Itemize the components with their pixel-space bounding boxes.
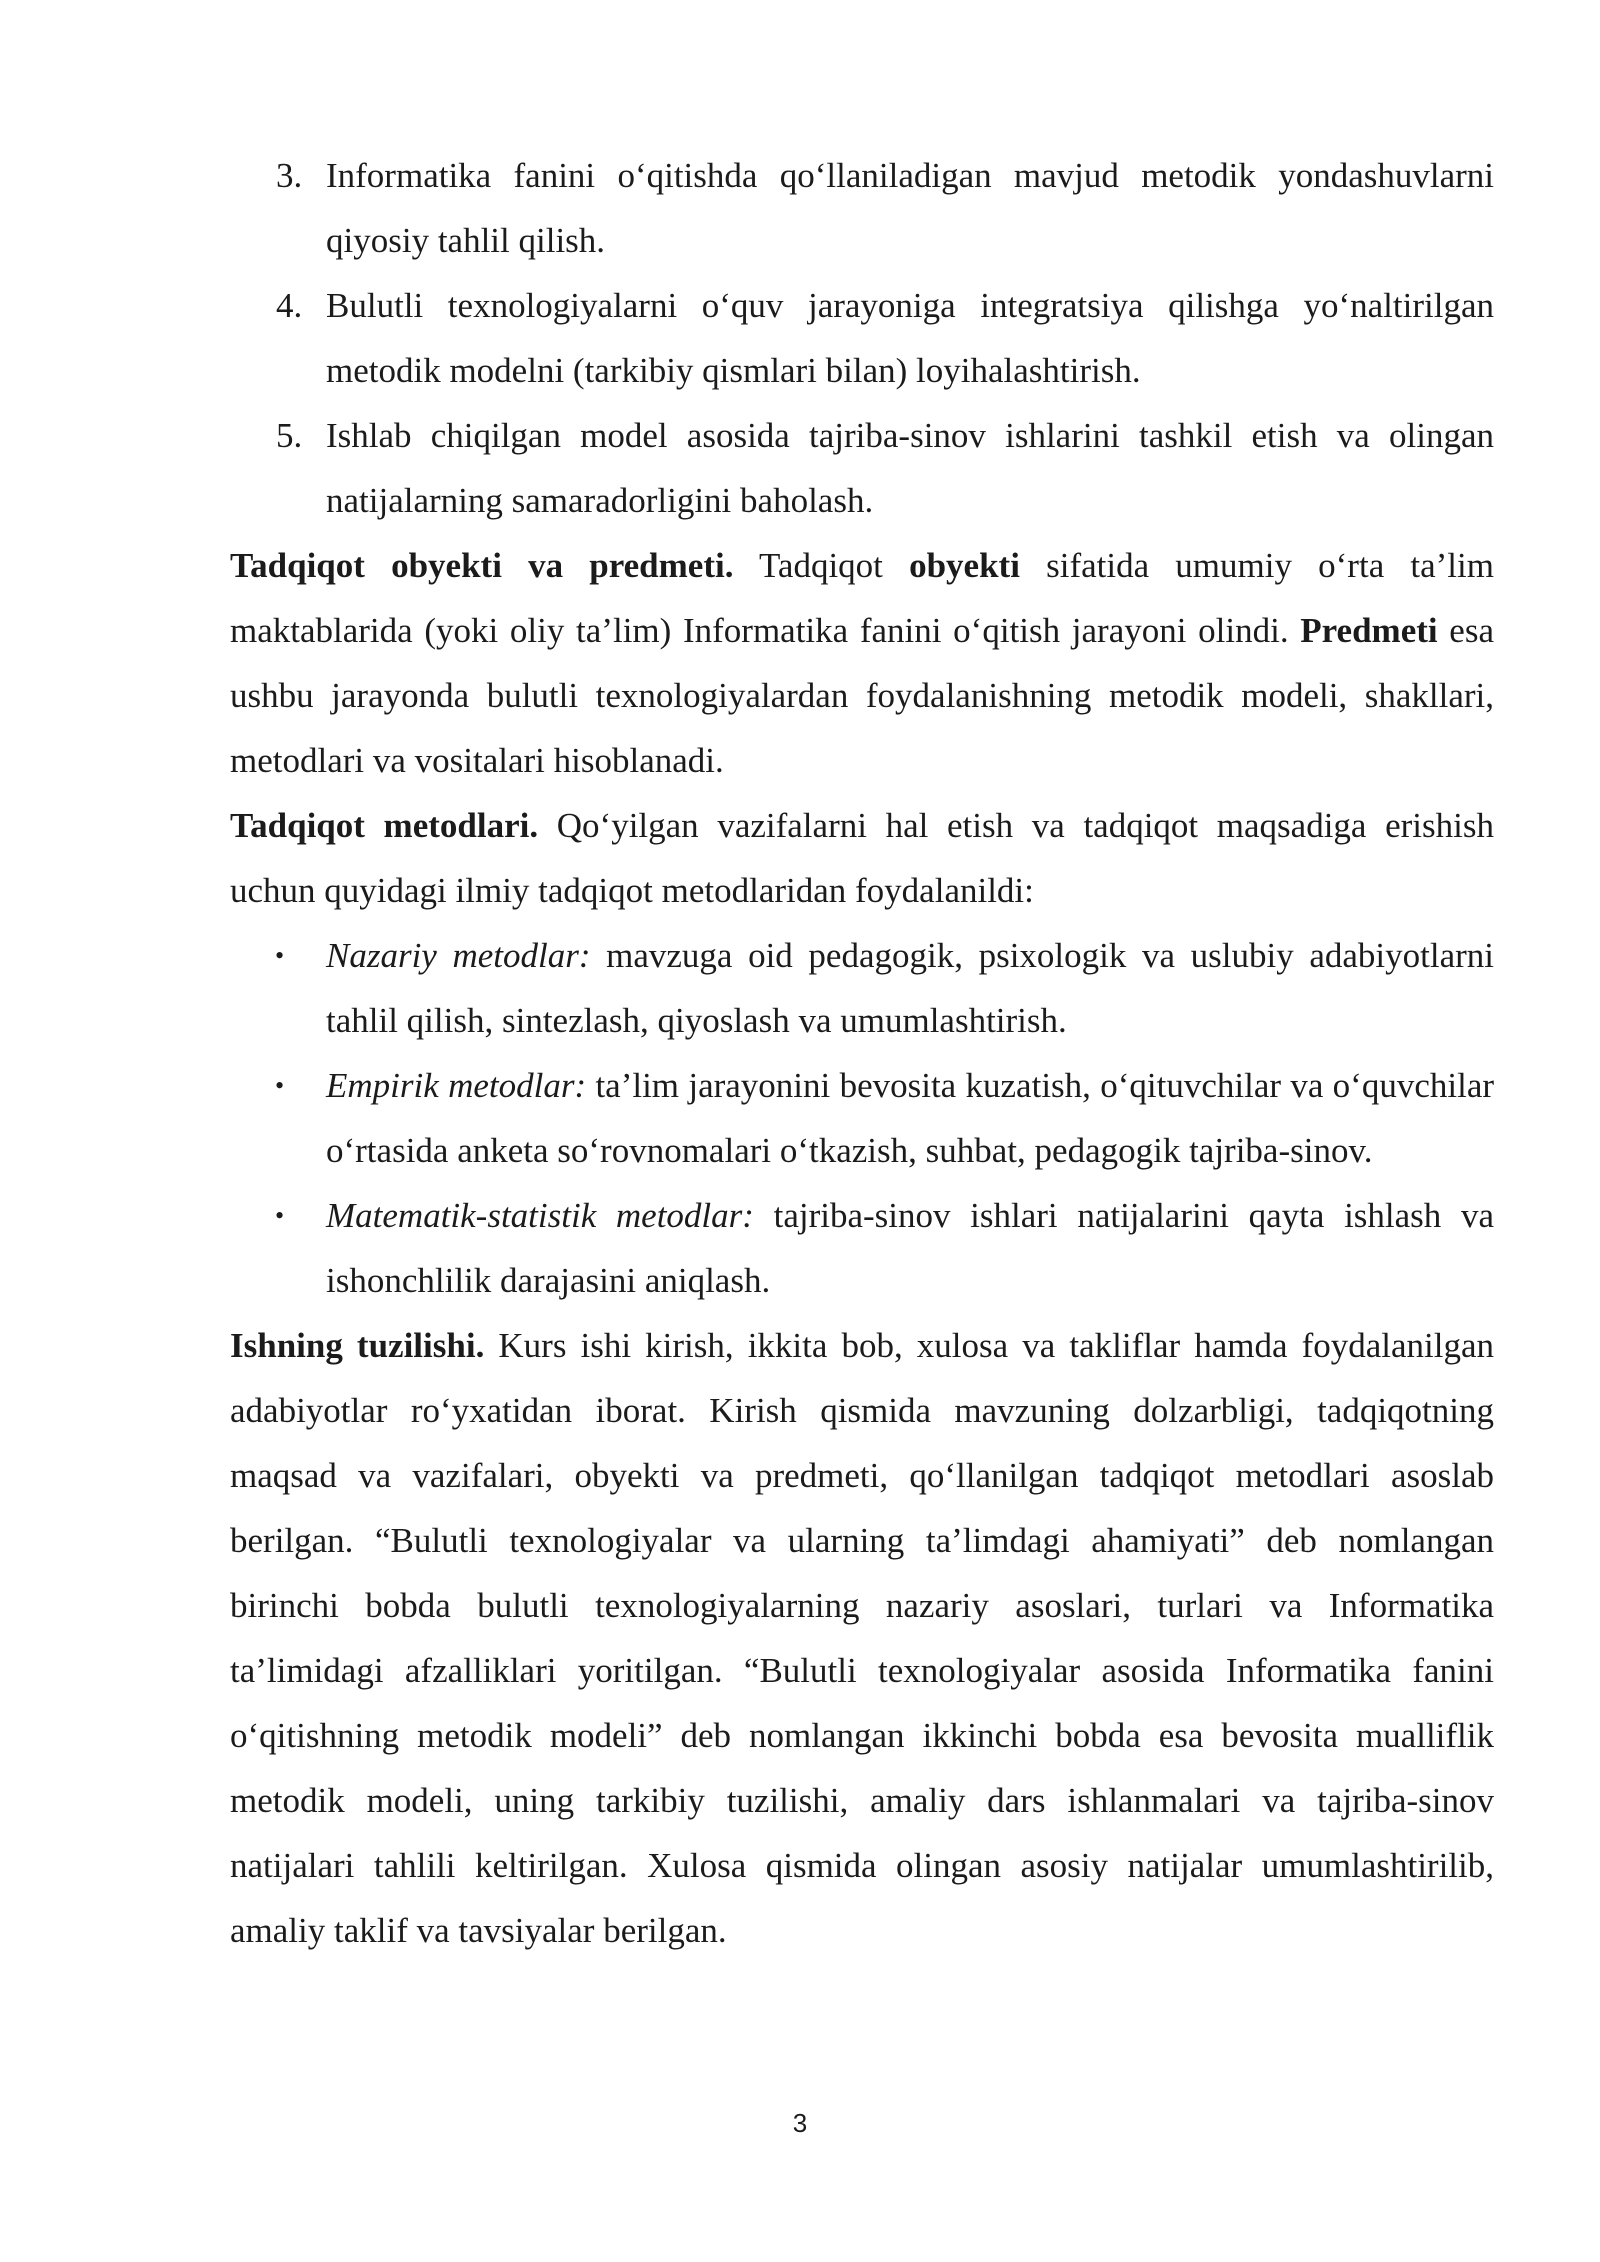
page-content	[230, 143, 1494, 1963]
list-item	[230, 273, 1494, 403]
subject-bold-term: Predmeti	[1300, 611, 1438, 650]
list-item-text: Informatika fanini o‘qitishda qo‘llaniladigan mavjud metodik yondashuvlarni qiyosiy tahlil qilish.	[326, 156, 1494, 260]
list-item	[230, 923, 1494, 1053]
list-item	[230, 403, 1494, 533]
list-item-number: 3.	[276, 156, 303, 195]
method-text: mavzuga oid pedagogik, psixologik va uslubiy adabiyotlarni tahlil qilish, sintezlash, qiyoslash va umumlashtirish.	[326, 936, 1494, 1040]
bullet-icon: •	[275, 1071, 285, 1100]
list-item	[230, 1183, 1494, 1313]
page-number: 3	[792, 2108, 808, 2138]
methods-text: Qo‘yilgan vazifalarni hal etish va tadqiqot maqsadiga erishish uchun quyidagi ilmiy tadqiqot metodlaridan foydalanildi:	[230, 806, 1494, 910]
list-item-text: Bulutli texnologiyalarni o‘quv jarayoniga integratsiya qilishga yo‘naltirilgan metodik modelni (tarkibiy qismlari bilan) loyihalashtirish.	[326, 286, 1494, 390]
structure-heading: Ishning tuzilishi.	[230, 1326, 485, 1365]
object-heading: Tadqiqot obyekti va predmeti.	[230, 546, 734, 585]
method-label: Nazariy metodlar:	[326, 936, 591, 975]
list-item	[230, 143, 1494, 273]
methods-list	[230, 923, 1494, 1313]
structure-text: Kurs ishi kirish, ikkita bob, xulosa va takliflar hamda foydalanilgan adabiyotlar ro‘yxatidan iborat. Kirish qismida mavzuning dolzarbligi, tadqiqotning maqsad va vazifalari, obyekti va predmeti, qo‘llanilgan tadqiqot metodlari asoslab berilgan. “Bulutli texnologiyalar va ularning ta’limdagi ahamiyati” deb nomlangan birinchi bobda bulutli texnologiyalarning nazariy asoslari, turlari va Informatika ta’limidagi afzalliklari yoritilgan. “Bulutli texnologiyalar asosida Informatika fanini o‘qitishning metodik modeli” deb nomlangan ikkinchi bobda esa bevosita mualliflik metodik modeli, uning tarkibiy tuzilishi, amaliy dars ishlanmalari va tajriba-sinov natijalari tahlili keltirilgan. Xulosa qismida olingan asosiy natijalar umumlashtirilib, amaliy taklif va tavsiyalar berilgan.	[230, 1326, 1495, 1950]
structure-paragraph	[230, 1313, 1494, 1963]
object-text-3: esa ushbu jarayonda bulutli texnologiyalardan foydalanishning metodik modeli, shakllari, metodlari va vositalari hisoblanadi.	[230, 611, 1494, 780]
object-text-1: Tadqiqot	[733, 546, 910, 585]
object-bold-term: obyekti	[909, 546, 1020, 585]
task-list	[230, 143, 1494, 533]
bullet-icon: •	[275, 1201, 285, 1230]
list-item-number: 5.	[276, 416, 303, 455]
object-text-2: sifatida umumiy o‘rta ta’lim maktablarida (yoki oliy ta’lim) Informatika fanini o‘qitish jarayoni olindi.	[230, 546, 1494, 650]
list-item-number: 4.	[276, 286, 303, 325]
method-label: Empirik metodlar:	[326, 1066, 587, 1105]
bullet-icon: •	[275, 941, 285, 970]
list-item	[230, 1053, 1494, 1183]
method-label: Matematik-statistik metodlar:	[326, 1196, 754, 1235]
list-item-text: Ishlab chiqilgan model asosida tajriba-sinov ishlarini tashkil etish va olingan natijalarning samaradorligini baholash.	[326, 416, 1494, 520]
methods-paragraph	[230, 793, 1494, 923]
method-text: tajriba-sinov ishlari natijalarini qayta ishlash va ishonchlilik darajasini aniqlash.	[326, 1196, 1494, 1300]
object-paragraph	[230, 533, 1494, 793]
method-text: ta’lim jarayonini bevosita kuzatish, o‘qituvchilar va o‘quvchilar o‘rtasida anketa so‘rovnomalari o‘tkazish, suhbat, pedagogik tajriba-sinov.	[326, 1066, 1495, 1170]
methods-heading: Tadqiqot metodlari.	[230, 806, 539, 845]
